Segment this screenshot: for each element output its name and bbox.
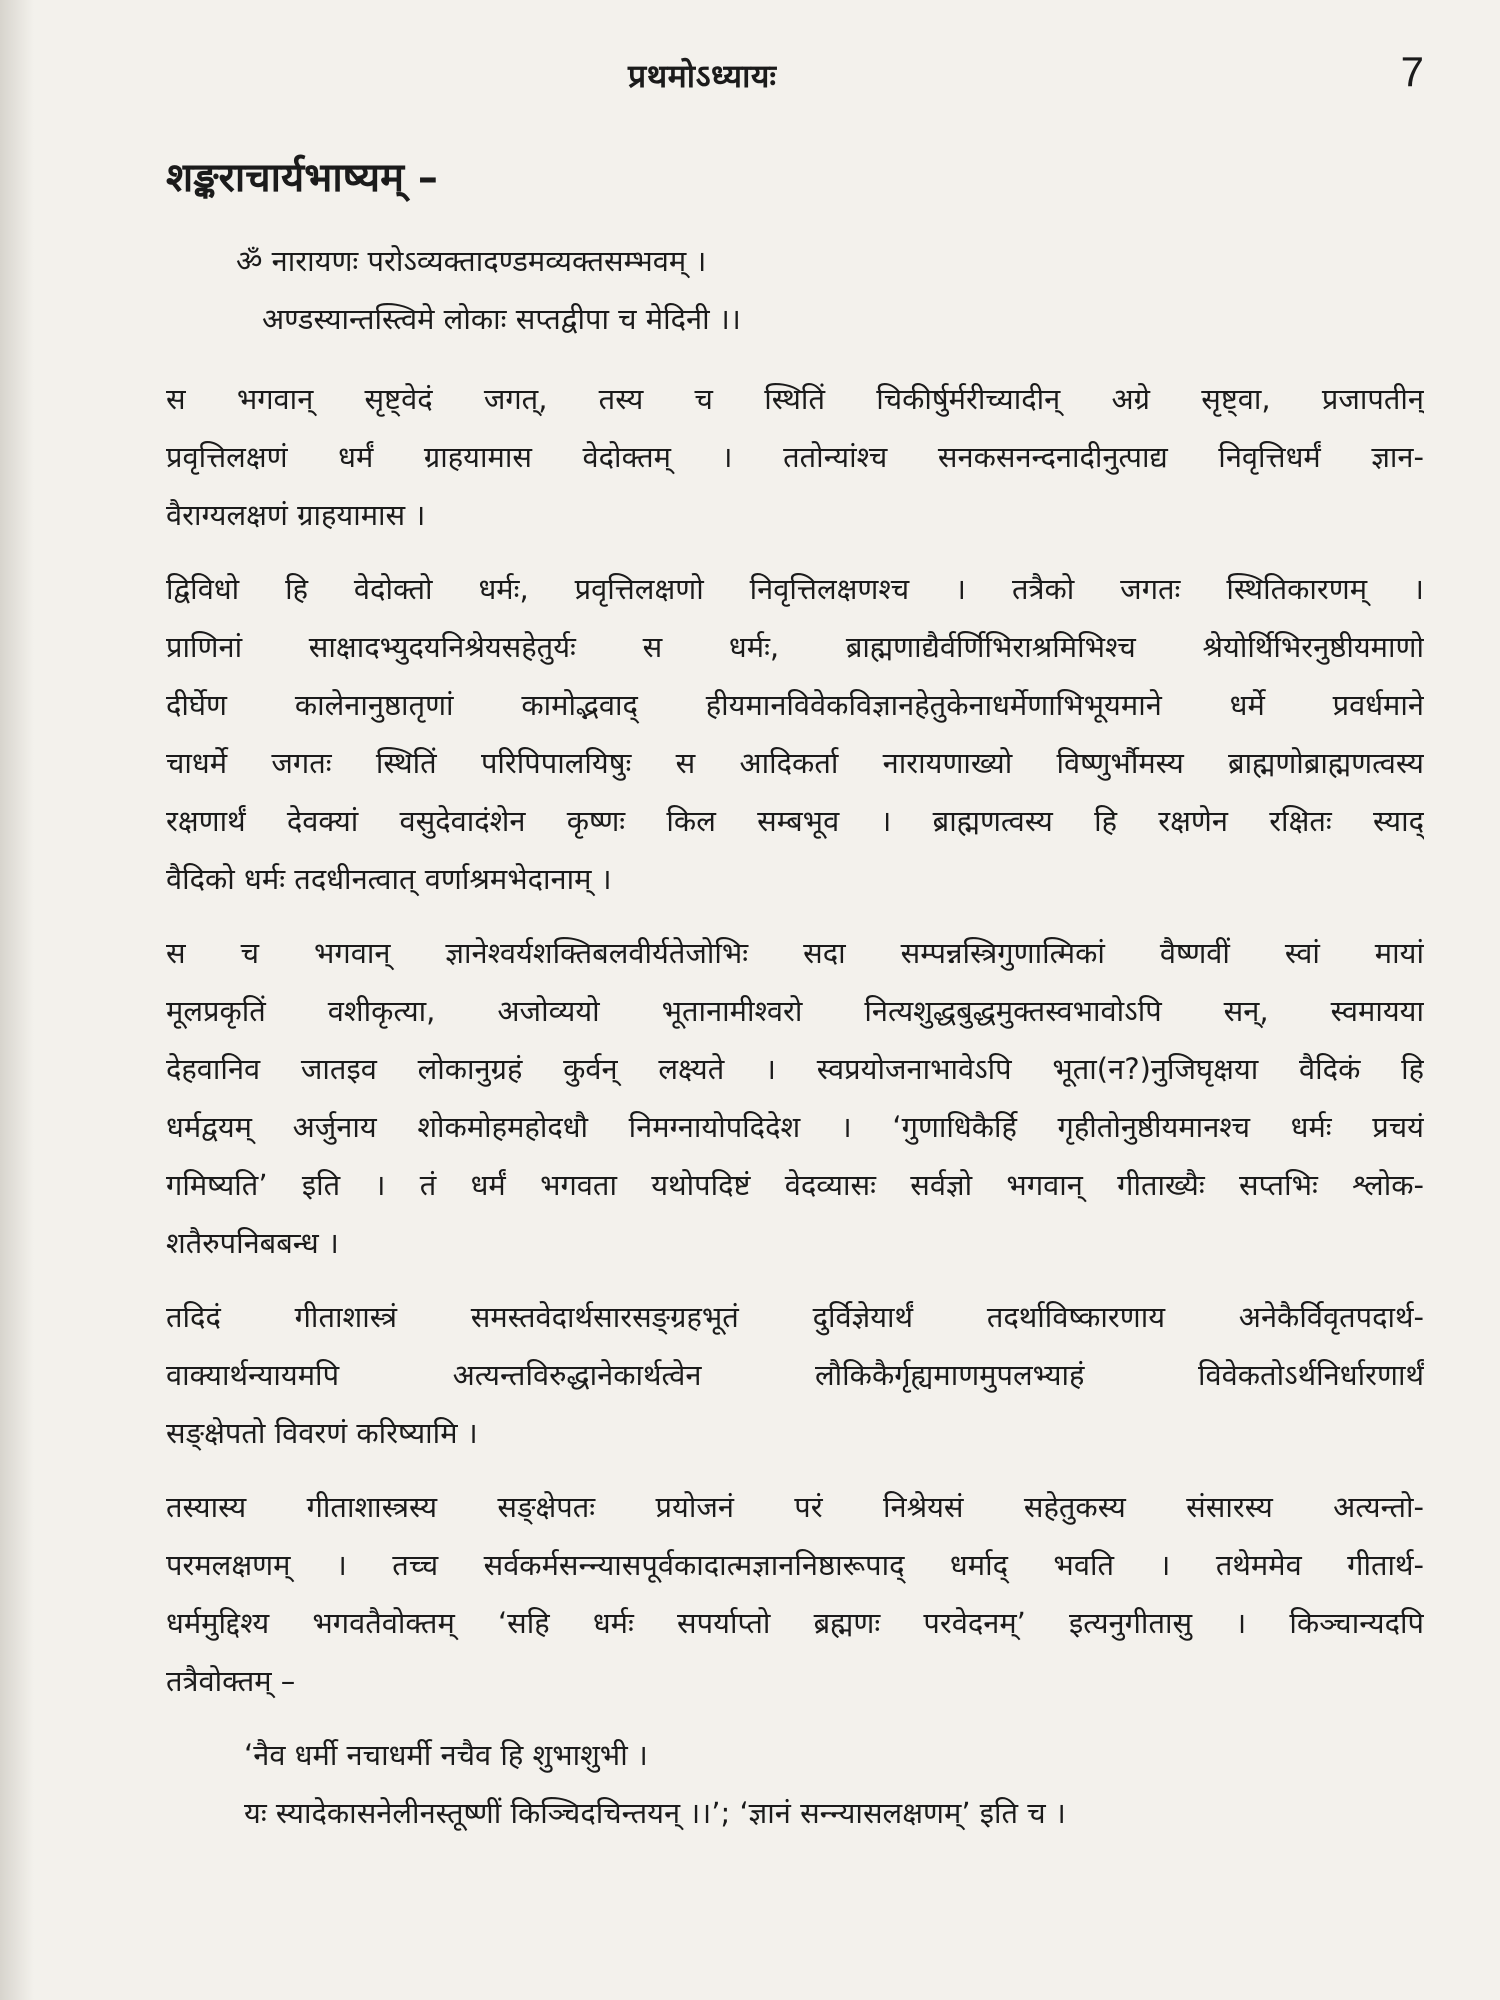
paragraph-3-line-3: देहवानिव जातइव लोकानुग्रहं कुर्वन् लक्ष्यते । स्वप्रयोजनाभावेऽपि भूता(न?)नुजिघृक्षया वैदिकं हि <box>166 1052 1424 1086</box>
paragraph-1-line-2: प्रवृत्तिलक्षणं धर्मं ग्राहयामास वेदोक्तम् । ततोन्यांश्च सनकसनन्दनादीनुत्पाद्य निवृत्तिधर्मं ज्ञान- <box>166 440 1424 474</box>
paragraph-1-line-1: स भगवान् सृष्ट्वेदं जगत्, तस्य च स्थितिं चिकीर्षुर्मरीच्यादीन् अग्रे सृष्ट्वा, प्रजापतीन् <box>166 382 1424 416</box>
paragraph-2-line-3: दीर्घेण कालेनानुष्ठातृणां कामोद्भवाद् हीयमानविवेकविज्ञानहेतुकेनाधर्मेणाभिभूयमाने धर्मे प्रवर्धमाने <box>166 688 1424 722</box>
section-title: शङ्कराचार्यभाष्यम् – <box>166 155 438 201</box>
verse-2-line-1: ‘नैव धर्मी नचाधर्मी नचैव हि शुभाशुभी । <box>244 1738 648 1772</box>
running-head: प्रथमोऽध्यायः <box>628 57 777 95</box>
paragraph-3-line-5: गमिष्यति’ इति । तं धर्मं भगवता यथोपदिष्टं वेदव्यासः सर्वज्ञो भगवान् गीताख्यैः सप्तभिः श्लोक- <box>166 1168 1424 1202</box>
paragraph-2-line-2: प्राणिनां साक्षादभ्युदयनिश्रेयसहेतुर्यः स धर्मः, ब्राह्मणाद्यैर्वर्णिभिराश्रमिभिश्च श्रेयोर्थिभिरनुष्ठीयमाणो <box>166 630 1424 664</box>
paragraph-4-line-3: सङ्क्षेपतो विवरणं करिष्यामि । <box>166 1416 478 1450</box>
paragraph-2-line-6: वैदिको धर्मः तदधीनत्वात् वर्णाश्रमभेदानाम् । <box>166 862 612 896</box>
paragraph-5-line-1: तस्यास्य गीताशास्त्रस्य सङ्क्षेपतः प्रयोजनं परं निश्रेयसं सहेतुकस्य संसारस्य अत्यन्तो- <box>166 1490 1424 1524</box>
paragraph-2-line-4: चाधर्मे जगतः स्थितिं परिपिपालयिषुः स आदिकर्ता नारायणाख्यो विष्णुर्भौमस्य ब्राह्मणोब्राह्मणत्वस्य <box>166 746 1424 780</box>
body-text <box>166 232 1424 1842</box>
paragraph-4-line-1: तदिदं गीताशास्त्रं समस्तवेदार्थसारसङ्ग्रहभूतं दुर्विज्ञेयार्थं तदर्थाविष्कारणाय अनेकैर्विवृतपदार्थ- <box>166 1300 1424 1334</box>
paragraph-3-line-2: मूलप्रकृतिं वशीकृत्या, अजोव्ययो भूतानामीश्वरो नित्यशुद्धबुद्धमुक्तस्वभावोऽपि सन्, स्वमायया <box>166 994 1424 1028</box>
paragraph-1-line-3: वैराग्यलक्षणं ग्राहयामास । <box>166 498 426 532</box>
paragraph-5-line-3: धर्ममुद्दिश्य भगवतैवोक्तम् ‘सहि धर्मः सपर्याप्तो ब्रह्मणः परवेदनम्’ इत्यनुगीतासु । किञ्चान्यदपि <box>166 1606 1424 1640</box>
paragraph-3-line-4: धर्मद्वयम् अर्जुनाय शोकमोहमहोदधौ निमग्नायोपदिदेश । ‘गुणाधिकैर्हि गृहीतोनुष्ठीयमानश्च धर्मः प्रचयं <box>166 1110 1424 1144</box>
page-number: 7 <box>1400 48 1424 95</box>
verse-1-line-2: अण्डस्यान्तस्त्विमे लोकाः सप्तद्वीपा च मेदिनी ।। <box>262 302 741 336</box>
paragraph-2-line-5: रक्षणार्थं देवक्यां वसुदेवादंशेन कृष्णः किल सम्बभूव । ब्राह्मणत्वस्य हि रक्षणेन रक्षितः स्याद् <box>166 804 1424 838</box>
paragraph-2-line-1: द्विविधो हि वेदोक्तो धर्मः, प्रवृत्तिलक्षणो निवृत्तिलक्षणश्च । तत्रैको जगतः स्थितिकारणम् । <box>166 572 1424 606</box>
paragraph-4-line-2: वाक्यार्थन्यायमपि अत्यन्तविरुद्धानेकार्थत्वेन लौकिकैर्गृह्यमाणमुपलभ्याहं विवेकतोऽर्थनिर्धारणार्थं <box>166 1358 1424 1392</box>
page-gutter-shadow <box>0 0 34 2000</box>
paragraph-5-line-4: तत्रैवोक्तम् – <box>166 1664 296 1698</box>
verse-1-line-1: ॐ नारायणः परोऽव्यक्तादण्डमव्यक्तसम्भवम् । <box>236 244 707 278</box>
verse-2-line-2: यः स्यादेकासनेलीनस्तूष्णीं किञ्चिदचिन्तयन् ।।’; ‘ज्ञानं सन्न्यासलक्षणम्’ इति च । <box>244 1796 1066 1830</box>
paragraph-5-line-2: परमलक्षणम् । तच्च सर्वकर्मसन्न्यासपूर्वकादात्मज्ञाननिष्ठारूपाद् धर्माद् भवति । तथेममेव गीतार्थ- <box>166 1548 1424 1582</box>
paragraph-3-line-1: स च भगवान् ज्ञानेश्वर्यशक्तिबलवीर्यतेजोभिः सदा सम्पन्नस्त्रिगुणात्मिकां वैष्णवीं स्वां मायां <box>166 936 1424 970</box>
paragraph-3-line-6: शतैरुपनिबबन्ध । <box>166 1226 339 1260</box>
